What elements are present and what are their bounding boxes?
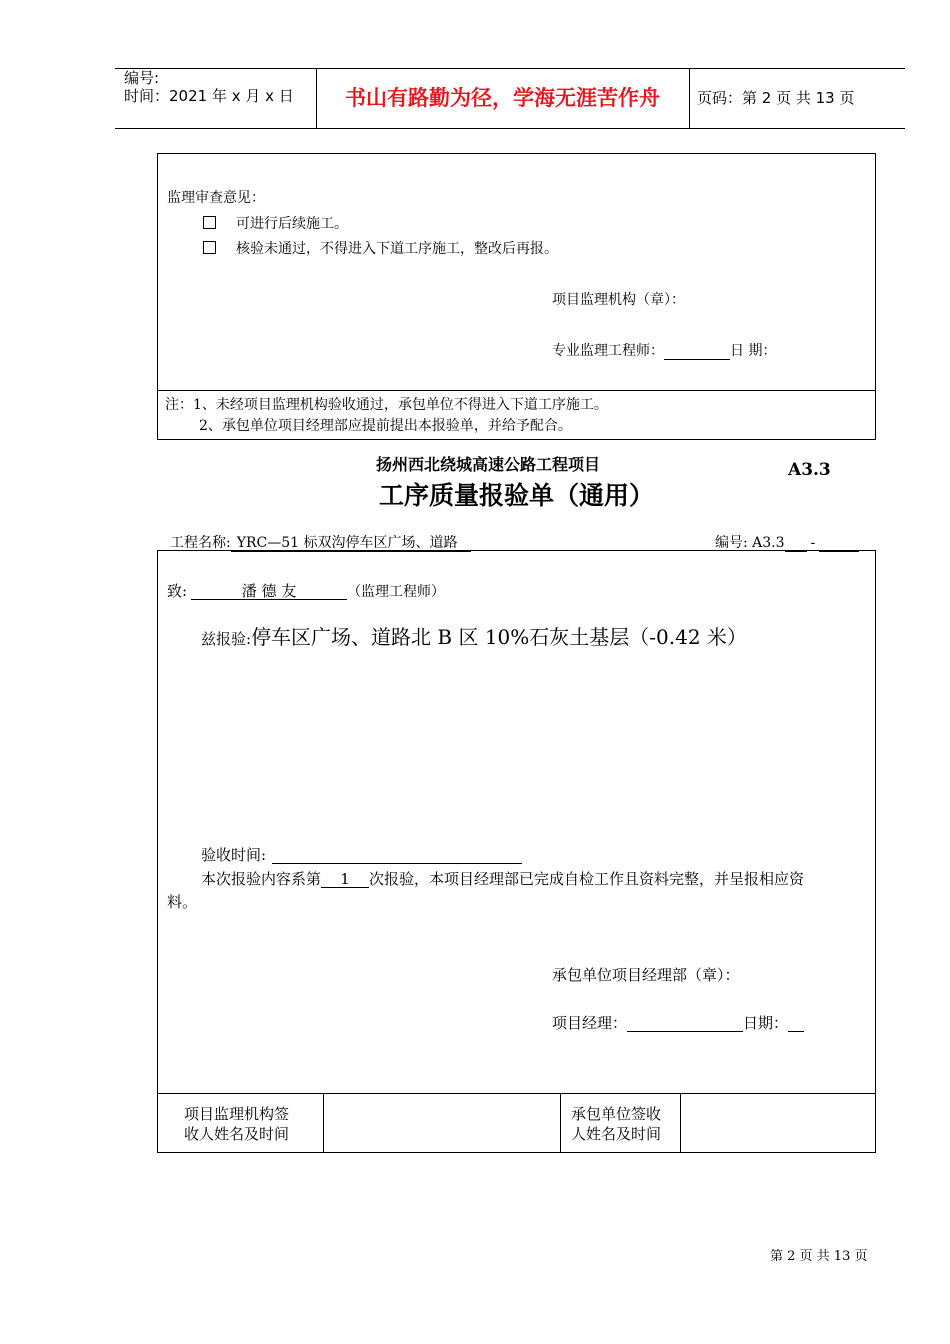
acceptance-time-label: 验收时间: [201, 846, 267, 864]
addressee-label: 致: [167, 582, 188, 600]
supervisor-sign-line-1: 项目监理机构签 [184, 1105, 290, 1123]
project-name-label: 工程名称: [170, 535, 231, 551]
review-option-label: 可进行后续施工。 [236, 216, 348, 232]
review-engineer-line [552, 342, 776, 360]
contractor-sign-label [571, 1104, 661, 1144]
report-prefix: 兹报验: [201, 630, 252, 648]
header-top-rule [115, 68, 905, 69]
supervisor-sign-line-2: 收人姓名及时间 [184, 1125, 290, 1143]
review-date-label: 日 期： [730, 343, 777, 359]
note-line-1: 注：1、未经项目监理机构验收通过，承包单位不得进入下道工序施工。 [165, 397, 608, 413]
addressee-role: （监理工程师） [347, 584, 446, 600]
form-number-separator: - [810, 535, 816, 551]
form-project-name: 扬州西北绕城高速公路工程项目 [376, 455, 601, 474]
note-line-2: 2、承包单位项目经理部应提前提出本报验单，并给予配合。 [199, 418, 572, 434]
count-suffix: 次报验，本项目经理部已完成自检工作且资料完整，并呈报相应资 [369, 870, 805, 888]
manager-line [552, 1013, 804, 1033]
review-engineer-field[interactable] [664, 343, 730, 360]
addressee-line [167, 581, 445, 602]
contractor-sign-field[interactable] [681, 1094, 875, 1152]
review-notes-divider [157, 390, 876, 391]
project-name-field[interactable]: YRC—51 标双沟停车区广场、道路 [231, 535, 472, 552]
header-time-label: 时间：2021 年 x 月 x 日 [124, 87, 294, 105]
manager-field[interactable] [627, 1015, 743, 1032]
supervisor-sign-label [184, 1104, 289, 1144]
addressee-field[interactable]: 潘 德 友 [191, 583, 347, 600]
supervisor-sign-field[interactable] [324, 1094, 560, 1152]
manager-date-field[interactable] [788, 1015, 804, 1032]
review-title: 监理审查意见： [167, 190, 265, 206]
report-count-line-2: 料。 [167, 893, 198, 911]
header-divider-2 [689, 68, 690, 128]
checkbox-icon[interactable] [203, 241, 216, 254]
report-line [201, 624, 747, 650]
manager-date-label: 日期： [743, 1014, 789, 1032]
contractor-sign-line-1: 承包单位签收 [571, 1105, 662, 1123]
acceptance-time-field[interactable] [272, 847, 522, 864]
header-motto: 书山有路勤为径，学海无涯苦作舟 [345, 86, 660, 110]
footer-page-number: 第 2 页 共 13 页 [770, 1249, 868, 1264]
acceptance-time-line [201, 845, 522, 865]
form-code: A3.3 [788, 460, 831, 480]
form-title: 工序质量报验单（通用） [378, 481, 654, 510]
count-prefix: 本次报验内容系第 [201, 870, 322, 888]
checkbox-icon[interactable] [203, 216, 216, 229]
review-option-reject[interactable] [203, 240, 558, 258]
review-option-label: 核验未通过，不得进入下道工序施工，整改后再报。 [236, 241, 558, 257]
header-bottom-rule [115, 128, 905, 129]
report-count-line [201, 869, 804, 889]
review-option-continue[interactable] [203, 215, 348, 233]
contractor-seal: 承包单位项目经理部（章）： [552, 966, 740, 984]
form-number-label: 编号: A3.3 [715, 535, 785, 551]
count-field[interactable]: 1 [321, 871, 369, 888]
sign-col-2 [560, 1093, 561, 1153]
report-content: 停车区广场、道路北 B 区 10%石灰土基层（-0.42 米） [251, 625, 747, 649]
header-page-label: 页码：第 2 页 共 13 页 [697, 89, 855, 107]
header-serial-label: 编号: [124, 69, 160, 87]
manager-label: 项目经理： [552, 1014, 628, 1032]
contractor-sign-line-2: 人姓名及时间 [571, 1125, 662, 1143]
review-engineer-label: 专业监理工程师： [552, 343, 664, 359]
review-org-seal: 项目监理机构（章）： [552, 292, 685, 308]
